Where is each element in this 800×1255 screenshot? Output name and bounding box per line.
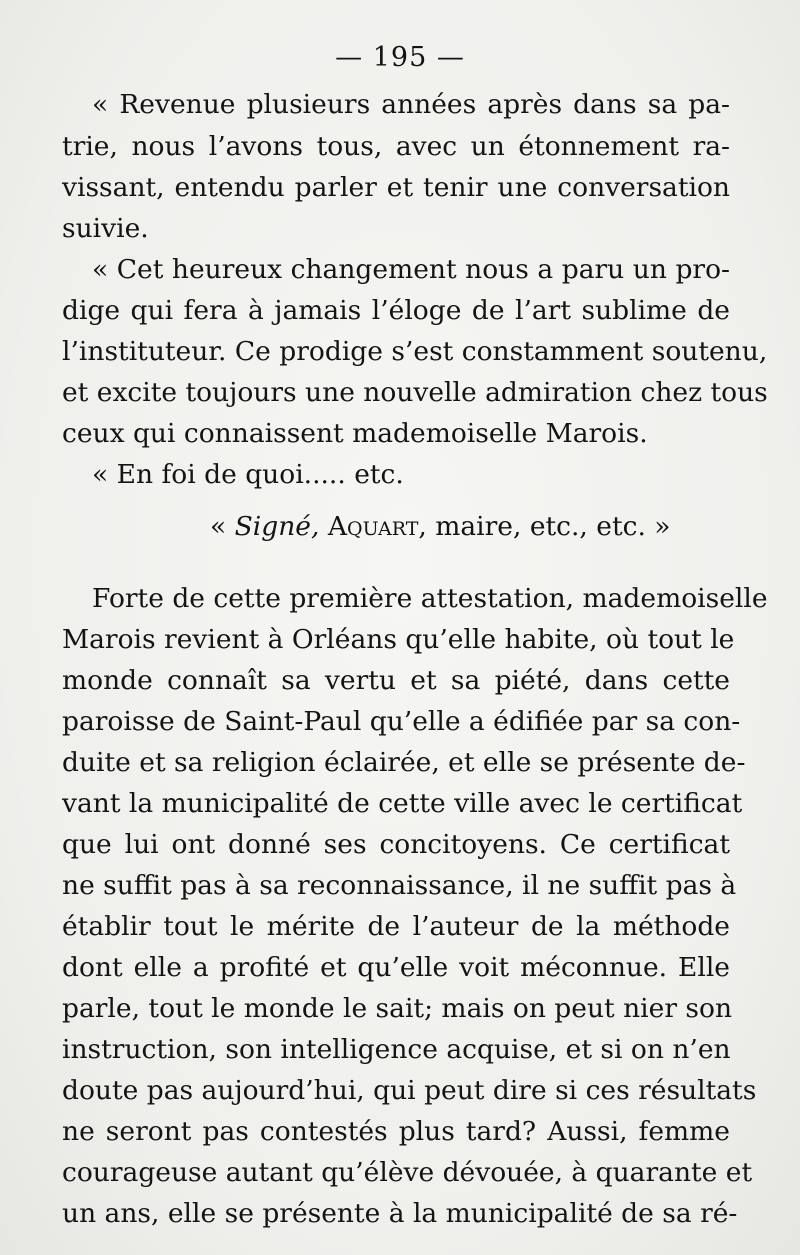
body-line: instruction, son intelligence acquise, et si on n’en bbox=[62, 1034, 731, 1065]
body-line: ne suffit pas à sa reconnaissance, il ne suffit pas à bbox=[62, 870, 737, 901]
quote-line: et excite toujours une nouvelle admiration chez tous bbox=[62, 377, 768, 408]
body-line: monde connaît sa vertu et sa piété, dans cette bbox=[62, 665, 730, 696]
body-line: vant la municipalité de cette ville avec le certificat bbox=[62, 788, 743, 819]
body-line: parle, tout le monde le sait; mais on peut nier son bbox=[62, 993, 733, 1024]
body-line: que lui ont donné ses concitoyens. Ce certificat bbox=[62, 829, 730, 860]
signature-line bbox=[210, 508, 671, 546]
quote-line: « Revenue plusieurs années après dans sa pa- bbox=[92, 89, 730, 120]
quote-line: l’instituteur. Ce prodige s’est constamment soutenu, bbox=[62, 336, 768, 367]
quote-line: trie, nous l’avons tous, avec un étonnement ra- bbox=[62, 131, 730, 162]
body-line: doute pas aujourd’hui, qui peut dire si ces résultats bbox=[62, 1075, 757, 1106]
quote-line: ceux qui connaissent mademoiselle Marois. bbox=[62, 418, 648, 449]
body-line: Marois revient à Orléans qu’elle habite, où tout le bbox=[62, 624, 735, 655]
body-line: paroisse de Saint-Paul qu’elle a édifiée par sa con- bbox=[62, 706, 741, 737]
body-line: établir tout le mérite de l’auteur de la méthode bbox=[62, 911, 730, 942]
body-line: ne seront pas contestés plus tard? Aussi, femme bbox=[62, 1116, 730, 1147]
body-line: Forte de cette première attestation, mademoiselle bbox=[92, 583, 768, 614]
quote-line: vissant, entendu parler et tenir une conversation bbox=[62, 172, 730, 203]
signature-name: Aquart bbox=[327, 511, 419, 542]
page-number: — 195 — bbox=[335, 42, 465, 73]
body-line: courageuse autant qu’élève dévouée, à quarante et bbox=[62, 1157, 753, 1188]
body-line: dont elle a profité et qu’elle voit méconnue. Elle bbox=[62, 952, 730, 983]
body-line: un ans, elle se présente à la municipalité de sa ré- bbox=[62, 1198, 738, 1229]
signature-rest: , maire, etc., etc. » bbox=[418, 511, 671, 542]
body-line: duite et sa religion éclairée, et elle se présente de- bbox=[62, 747, 746, 778]
quote-line: dige qui fera à jamais l’éloge de l’art sublime de bbox=[62, 295, 730, 326]
quote-line: « Cet heureux changement nous a paru un pro- bbox=[92, 254, 730, 285]
signature-open-quote: « bbox=[210, 511, 235, 542]
signature-signe: Signé, bbox=[234, 511, 320, 542]
quote-line: suivie. bbox=[62, 213, 149, 244]
quote-line: « En foi de quoi..... etc. bbox=[92, 459, 404, 490]
